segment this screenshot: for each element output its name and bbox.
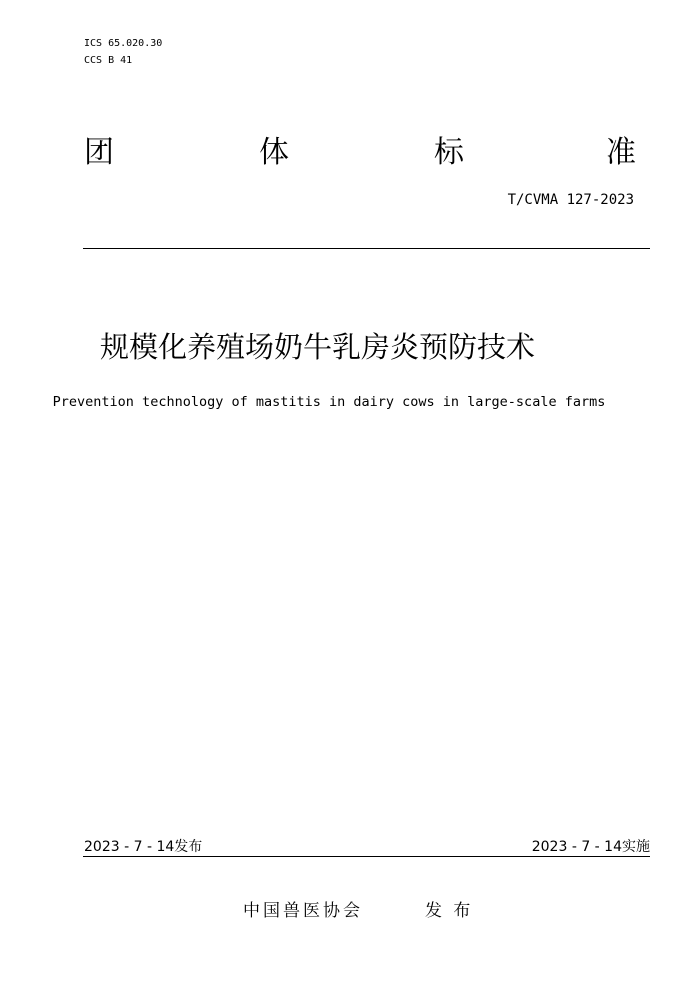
title-english: Prevention technology of mastitis in dairy cows in large-scale farms bbox=[52, 394, 606, 410]
standard-type-char-3: 标 bbox=[434, 135, 464, 170]
ccs-code: CCS B 41 bbox=[84, 55, 133, 66]
header-divider bbox=[83, 248, 650, 249]
standard-type-char-1: 团 bbox=[84, 135, 114, 170]
ics-code: ICS 65.020.30 bbox=[84, 38, 163, 49]
standard-number: T/CVMA 127-2023 bbox=[507, 192, 634, 208]
implementation-date: 2023 - 7 - 14实施 bbox=[531, 839, 650, 855]
footer-divider bbox=[83, 856, 650, 857]
issue-date: 2023 - 7 - 14发布 bbox=[84, 839, 203, 855]
title-chinese: 规模化养殖场奶牛乳房炎预防技术 bbox=[100, 330, 536, 364]
standard-type-char-2: 体 bbox=[259, 135, 289, 170]
standard-type-char-4: 准 bbox=[606, 135, 636, 170]
publisher-name: 中国兽医协会 bbox=[243, 901, 363, 921]
publisher-action: 发 布 bbox=[425, 901, 474, 921]
